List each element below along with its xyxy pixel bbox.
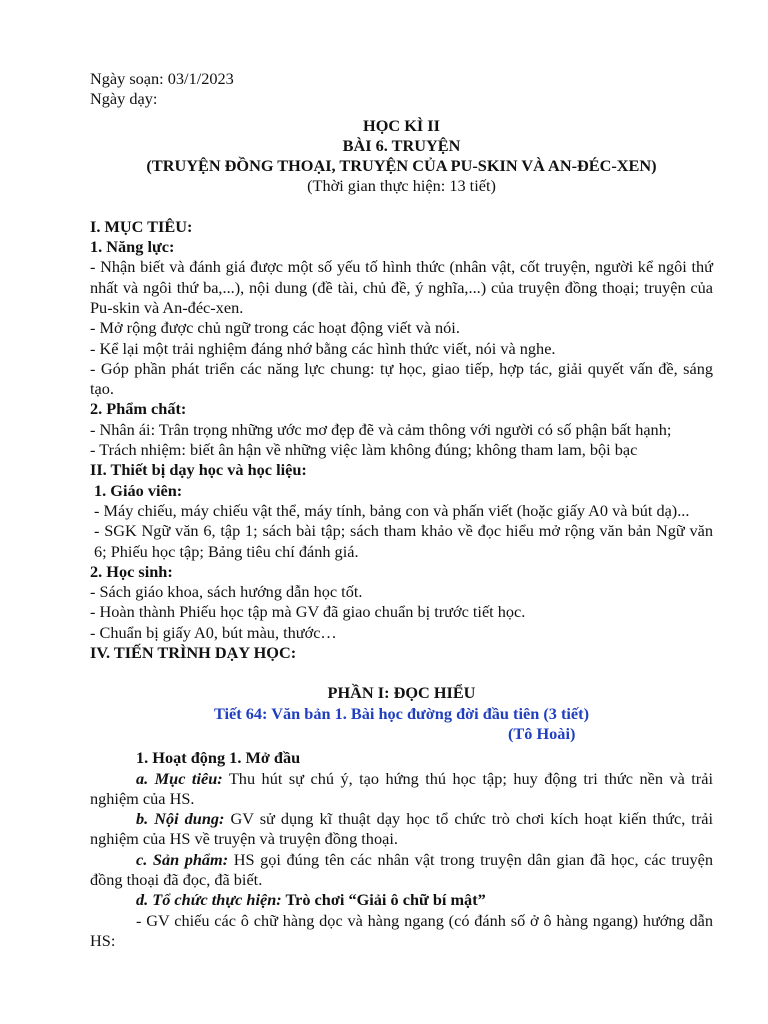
document-body bbox=[90, 69, 713, 951]
organization-text: Trò chơi “Giải ô chữ bí mật” bbox=[281, 890, 486, 910]
lesson-title: BÀI 6. TRUYỆN bbox=[342, 135, 461, 155]
organization-label: d. Tổ chức thực hiện: bbox=[136, 890, 282, 910]
activity-heading: 1. Hoạt động 1. Mở đầu bbox=[136, 748, 301, 768]
section-equipment-heading: II. Thiết bị dạy học và học liệu: bbox=[90, 460, 307, 480]
quality-item: - Nhân ái: Trân trọng những ước mơ đẹp đẽ và cảm thông với người có số phận bất hạnh; bbox=[90, 419, 672, 439]
objective-paragraph bbox=[90, 769, 713, 810]
subsection-teacher: 1. Giáo viên: bbox=[94, 480, 183, 500]
prep-date: Ngày soạn: 03/1/2023 bbox=[90, 69, 234, 88]
teacher-item: - SGK Ngữ văn 6, tập 1; sách bài tập; sách tham khảo về đọc hiểu mở rộng văn bản Ngữ văn 6; Phiếu học tập; Bảng tiêu chí đánh giá. bbox=[94, 521, 713, 561]
objective-text: Thu hút sự chú ý, tạo hứng thú học tập; huy động tri thức nền và trải nghiệm của HS. bbox=[90, 768, 713, 808]
competence-item: - Mở rộng được chủ ngữ trong các hoạt động viết và nói. bbox=[90, 318, 460, 338]
product-paragraph bbox=[90, 850, 713, 891]
teach-date: Ngày dạy: bbox=[90, 89, 158, 109]
organization-paragraph bbox=[90, 890, 713, 910]
competence-item: - Kể lại một trải nghiệm đáng nhớ bằng các hình thức viết, nói và nghe. bbox=[90, 338, 556, 358]
subsection-student: 2. Học sinh: bbox=[90, 561, 173, 581]
objective-label: a. Mục tiêu: bbox=[136, 768, 223, 788]
section-process-heading: IV. TIẾN TRÌNH DẠY HỌC: bbox=[90, 643, 297, 663]
teacher-item: - Máy chiếu, máy chiếu vật thể, máy tính, bảng con và phấn viết (hoặc giấy A0 và bút dạ)... bbox=[94, 500, 690, 520]
content-text: GV sử dụng kĩ thuật dạy học tổ chức trò chơi kích hoạt kiến thức, trải nghiệm của HS về truyện và truyện đồng thoại. bbox=[90, 809, 713, 849]
subsection-competence: 1. Năng lực: bbox=[90, 237, 175, 257]
part-heading: PHẦN I: ĐỌC HIỂU bbox=[327, 683, 476, 703]
content-label: b. Nội dung: bbox=[136, 809, 225, 829]
quality-item: - Trách nhiệm: biết ân hận về những việc làm không đúng; không tham lam, bội bạc bbox=[90, 440, 638, 460]
subsection-qualities: 2. Phẩm chất: bbox=[90, 399, 187, 419]
student-item: - Sách giáo khoa, sách hướng dẫn học tốt. bbox=[90, 582, 363, 602]
instruction-paragraph: - GV chiếu các ô chữ hàng dọc và hàng ngang (có đánh số ở ô hàng ngang) hướng dẫn HS: bbox=[90, 910, 713, 950]
student-item: - Hoàn thành Phiếu học tập mà GV đã giao chuẩn bị trước tiết học. bbox=[90, 602, 526, 622]
content-paragraph bbox=[90, 809, 713, 850]
section-objectives-heading: I. MỤC TIÊU: bbox=[90, 216, 193, 236]
text-lesson-title: Tiết 64: Văn bản 1. Bài học đường đời đầu tiên (3 tiết) bbox=[213, 703, 590, 723]
student-item: - Chuẩn bị giấy A0, bút màu, thước… bbox=[90, 622, 337, 642]
lesson-duration: (Thời gian thực hiện: 13 tiết) bbox=[307, 176, 496, 196]
product-text: HS gọi đúng tên các nhân vật trong truyện dân gian đã học, các truyện đồng thoại đã đọc, đã biết. bbox=[90, 849, 713, 889]
competence-item: - Góp phần phát triển các năng lực chung: tự học, giao tiếp, hợp tác, giải quyết vấn đề, sáng tạo. bbox=[90, 358, 713, 399]
product-label: c. Sản phẩm: bbox=[136, 849, 229, 869]
text-author: (Tô Hoài) bbox=[508, 723, 576, 743]
competence-item: - Nhận biết và đánh giá được một số yếu tố hình thức (nhân vật, cốt truyện, người kể ngôi thứ nhất và ngôi thứ ba,...), nội dung (đề tài, chủ đề, ý nghĩa,...) của truyện đồng thoại; truyện của Pu-skin và An-đéc-xen. bbox=[90, 257, 713, 317]
term-title: HỌC KÌ II bbox=[363, 115, 440, 135]
lesson-subtitle: (TRUYỆN ĐỒNG THOẠI, TRUYỆN CỦA PU-SKIN VÀ AN-ĐÉC-XEN) bbox=[146, 156, 657, 176]
